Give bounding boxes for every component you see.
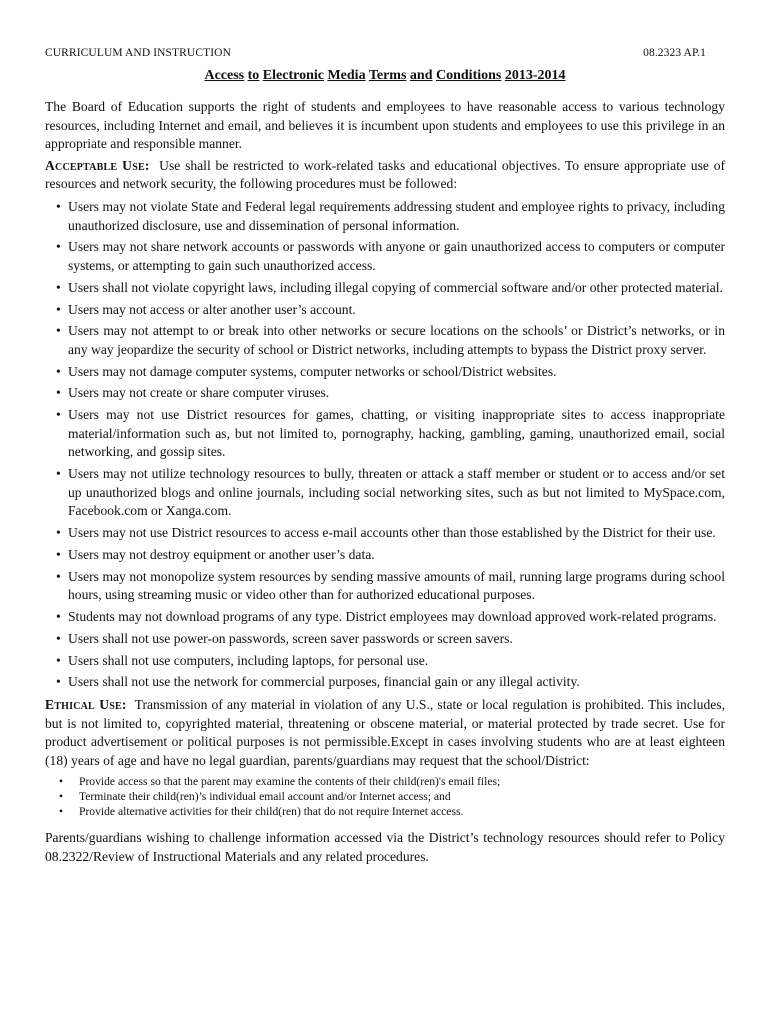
acceptable-use-label: Acceptable Use: (45, 157, 150, 173)
list-item: • Provide alternative activities for their child(ren) that do not require Internet access. (59, 804, 725, 819)
ethical-use-label: Ethical Use: (45, 697, 127, 713)
list-item: • Users shall not use power-on passwords, screen saver passwords or screen savers. (56, 630, 725, 649)
title-word: Media (327, 68, 366, 83)
title-word: Electronic (262, 68, 324, 83)
parent-request-list (45, 774, 725, 819)
list-item: • Users shall not violate copyright laws, including illegal copying of commercial software and/or other protected material. (56, 279, 725, 298)
list-item: • Users may not violate State and Federal legal requirements addressing student and employee rights to privacy, including unauthorized disclosure, use and dissemination of personal information. (56, 198, 725, 235)
title-word: and (409, 68, 433, 83)
header-section-name: CURRICULUM AND INSTRUCTION (45, 47, 231, 59)
list-item: • Users shall not use the network for commercial purposes, financial gain or any illegal activity. (56, 673, 725, 692)
header-policy-code: 08.2323 AP.1 (643, 47, 706, 59)
acceptable-use-list (45, 198, 725, 692)
list-item: • Provide access so that the parent may examine the contents of their child(ren)'s email files; (59, 774, 725, 789)
title-word: Conditions (436, 68, 502, 83)
title-word: Access (204, 68, 245, 83)
list-item: • Users may not utilize technology resources to bully, threaten or attack a staff member or student or to access and/or set up unauthorized blogs and online journals, including social networking sites, such as but not limited to MySpace.com, Facebook.com or Xanga.com. (56, 465, 725, 521)
title-word: Terms (368, 68, 407, 83)
list-item: • Users may not destroy equipment or another user’s data. (56, 546, 725, 565)
list-item: • Students may not download programs of any type. District employees may download approved work-related programs. (56, 608, 725, 627)
closing-paragraph: Parents/guardians wishing to challenge information accessed via the District’s technology resources should refer to Policy 08.2322/Review of Instructional Materials and any related procedures. (45, 830, 725, 864)
title-word: 2013-2014 (504, 68, 566, 83)
list-item: • Users may not share network accounts or passwords with anyone or gain unauthorized access to computers or computer systems, or attempting to gain such unauthorized access. (56, 238, 725, 275)
page-title (45, 67, 725, 85)
list-item: • Users may not create or share computer viruses. (56, 384, 725, 403)
acceptable-use-text: Use shall be restricted to work-related tasks and educational objectives. To ensure appropriate use of resources and network security, the following procedures must be followed: (45, 157, 726, 192)
list-item: • Users may not use District resources to access e-mail accounts other than those established by the District for their use. (56, 524, 725, 543)
list-item: • Users may not damage computer systems, computer networks or school/District websites. (56, 363, 725, 382)
list-item: • Users may not use District resources for games, chatting, or visiting inappropriate sites to access inappropriate material/information such as, but not limited to, pornography, hacking, gambling, gaming, unauthorized email, social networking, and gossip sites. (56, 406, 725, 462)
ethical-use-paragraph (45, 696, 725, 770)
list-item: • Users may not attempt to or break into other networks or secure locations on the schools’ or District’s networks, or in any way jeopardize the security of school or District networks, including attempts to bypass the District proxy server. (56, 322, 725, 359)
intro-paragraph: The Board of Education supports the right of students and employees to have reasonable access to various technology resources, including Internet and email, and believes it is incumbent upon students and employees to use this privilege in an appropriate and responsible manner. (45, 99, 725, 152)
title-word: to (247, 68, 260, 83)
list-item: • Users may not access or alter another user’s account. (56, 301, 725, 320)
ethical-use-text: Transmission of any material in violation of any U.S., state or local regulation is prohibited. This includes, but is not limited to, copyrighted material, threatening or obscene material, or material protected by trade secret. Use for product advertisement or political purposes is not permissible.Except in cases involving students who are at least eighteen (18) years of age and have no legal guardian, parents/guardians may request that the school/District: (45, 697, 725, 768)
list-item: • Users may not monopolize system resources by sending massive amounts of mail, running large programs during school hours, using streaming music or video other than for authorized educational purposes. (56, 568, 725, 605)
list-item: • Users shall not use computers, including laptops, for personal use. (56, 652, 725, 671)
page-header (45, 46, 725, 60)
acceptable-use-paragraph (45, 157, 725, 194)
list-item: • Terminate their child(ren)’s individual email account and/or Internet access; and (59, 789, 725, 804)
